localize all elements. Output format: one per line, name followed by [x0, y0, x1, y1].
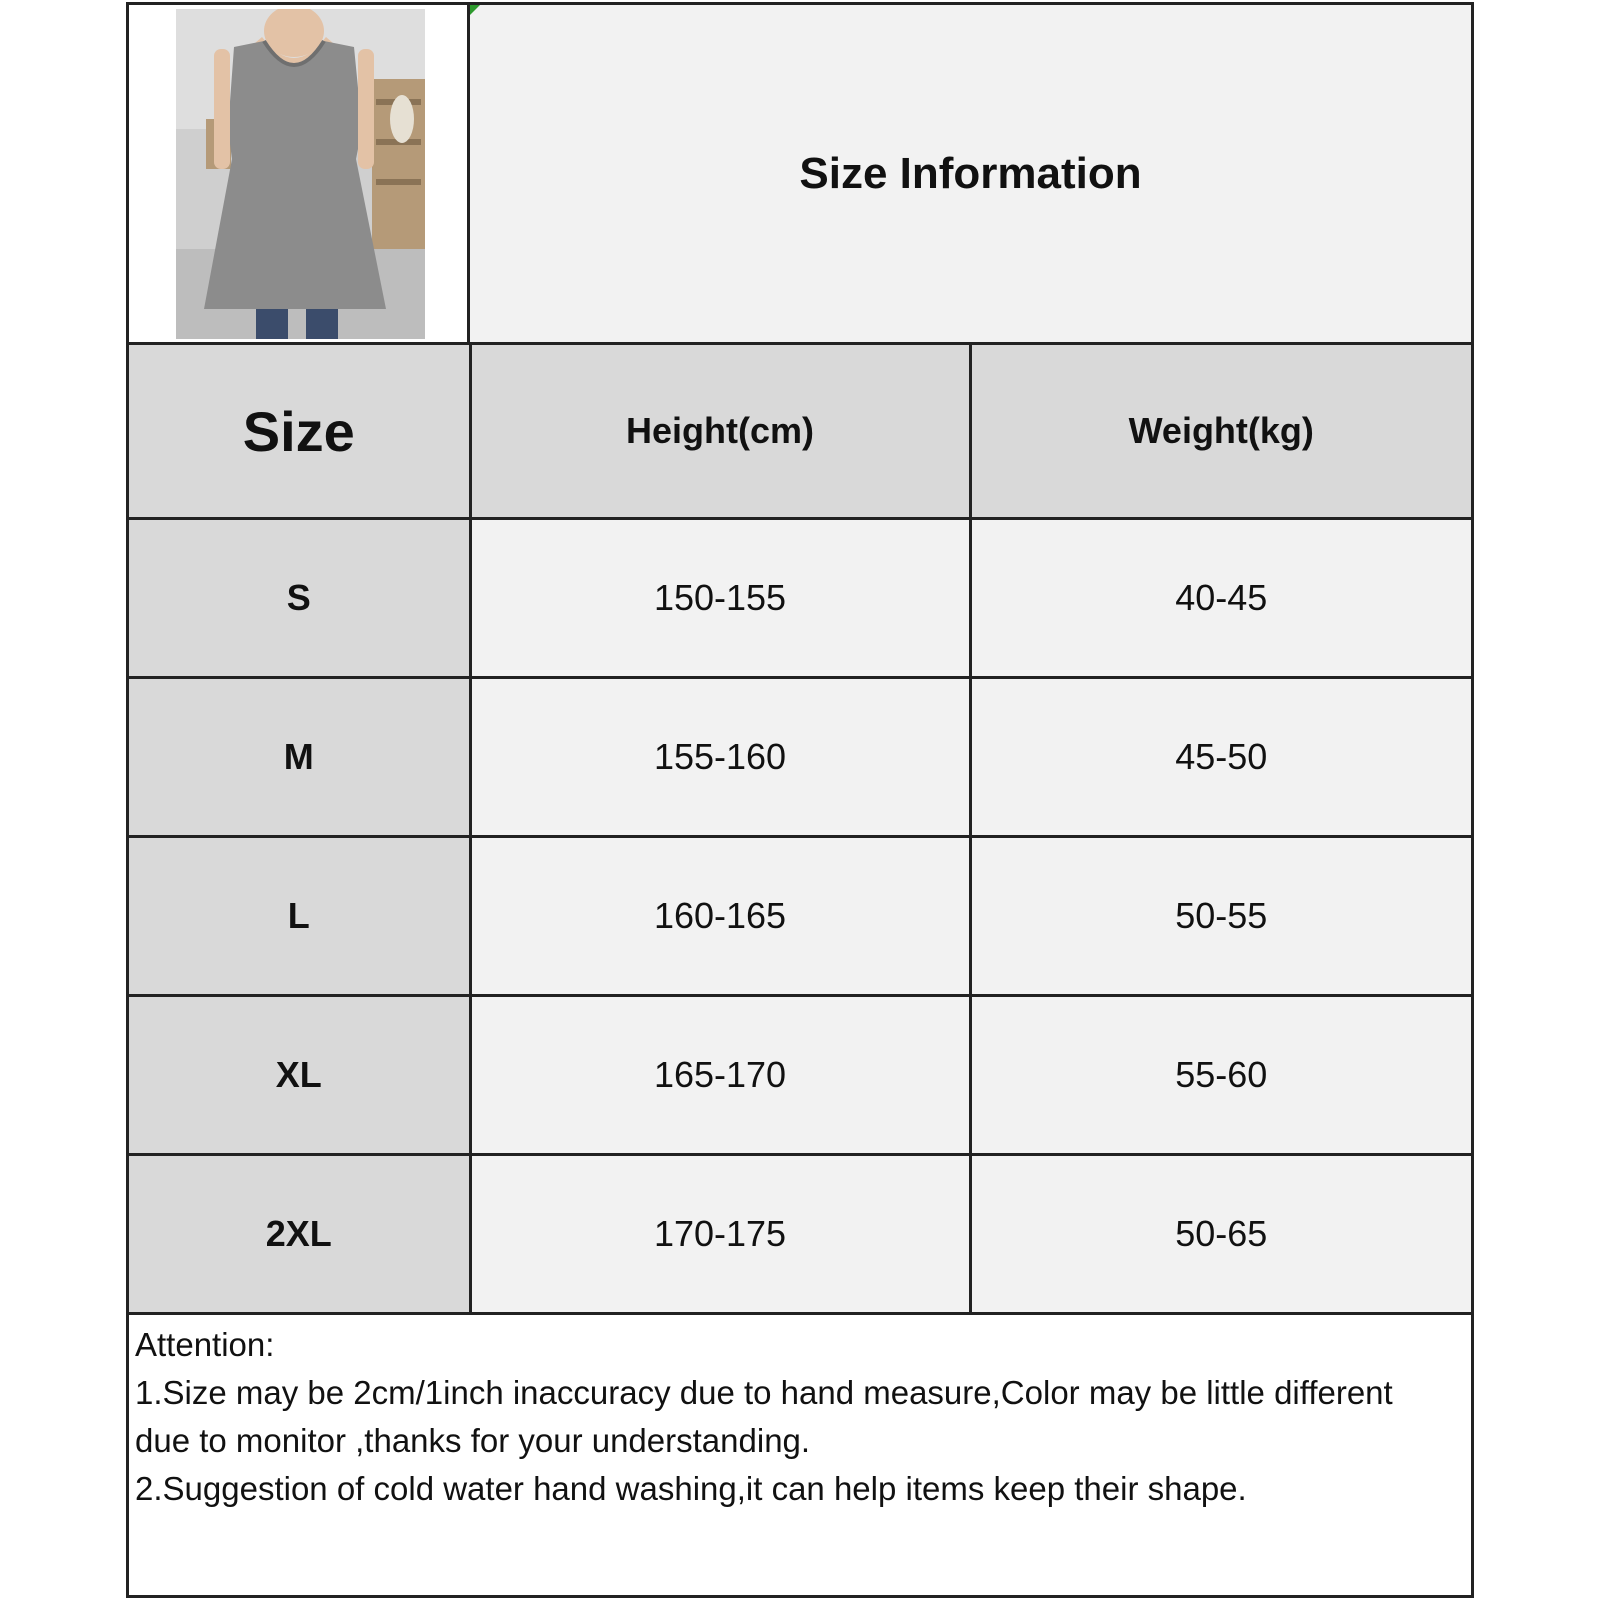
title-cell — [470, 5, 1471, 345]
size-label: M — [129, 678, 470, 837]
table-row — [129, 678, 1471, 837]
sleeveless-top-photo-icon — [176, 9, 425, 339]
note-line-1: 1.Size may be 2cm/1inch inaccuracy due to hand measure,Color may be little different due to monitor ,thanks for your understanding. — [135, 1374, 1393, 1459]
product-photo-cell — [129, 5, 470, 345]
height-column-header: Height(cm) — [470, 345, 970, 519]
size-label: L — [129, 837, 470, 996]
table-row — [129, 996, 1471, 1155]
notes-heading: Attention: — [135, 1326, 275, 1363]
size-chart — [126, 2, 1474, 1598]
size-label: S — [129, 519, 470, 678]
table-row — [129, 1155, 1471, 1314]
height-value: 160-165 — [470, 837, 970, 996]
weight-column-header: Weight(kg) — [970, 345, 1471, 519]
weight-value: 50-65 — [970, 1155, 1471, 1314]
note-line-2: 2.Suggestion of cold water hand washing,it can help items keep their shape. — [135, 1470, 1247, 1507]
height-value: 150-155 — [470, 519, 970, 678]
corner-marker-icon — [470, 5, 480, 15]
table-row — [129, 519, 1471, 678]
size-table — [129, 345, 1471, 1315]
size-label: 2XL — [129, 1155, 470, 1314]
height-value: 155-160 — [470, 678, 970, 837]
weight-value: 50-55 — [970, 837, 1471, 996]
height-value: 170-175 — [470, 1155, 970, 1314]
attention-notes — [135, 1321, 1455, 1513]
table-row — [129, 837, 1471, 996]
height-value: 165-170 — [470, 996, 970, 1155]
table-header-row — [129, 345, 1471, 519]
size-label: XL — [129, 996, 470, 1155]
size-column-header: Size — [129, 345, 470, 519]
weight-value: 55-60 — [970, 996, 1471, 1155]
page-title: Size Information — [799, 148, 1142, 198]
weight-value: 40-45 — [970, 519, 1471, 678]
weight-value: 45-50 — [970, 678, 1471, 837]
